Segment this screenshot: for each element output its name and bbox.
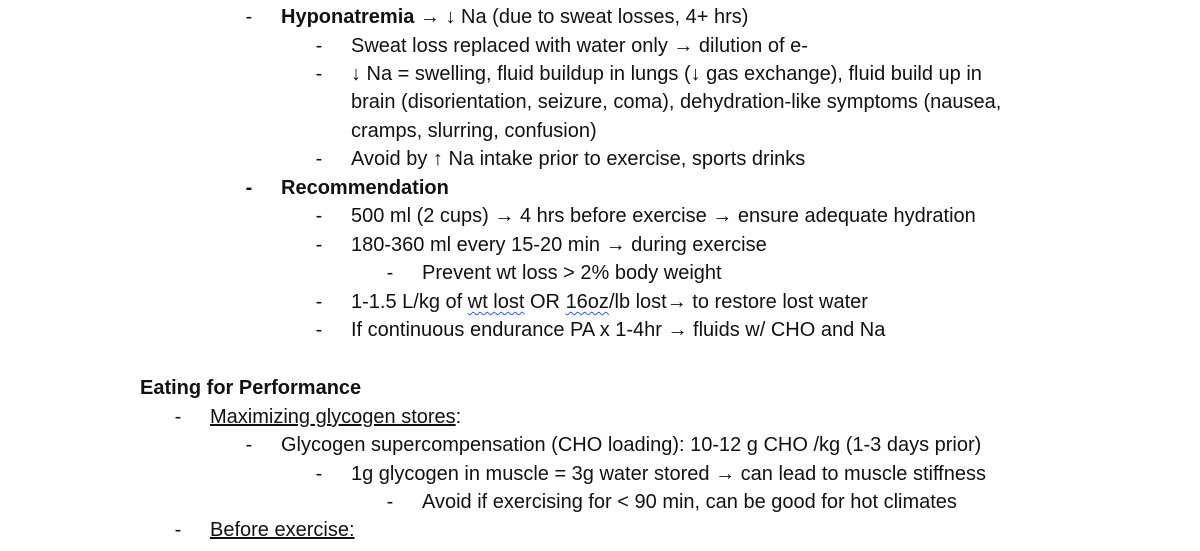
bullet-dash: - (245, 6, 253, 28)
subheading-underlined: Before exercise: (210, 519, 355, 541)
list-text: Glycogen supercompensation (CHO loading): 10-12 g CHO /kg (1-3 days prior) (281, 434, 982, 456)
bullet-dash: - (315, 205, 323, 227)
list-text: 1g glycogen in muscle = 3g water stored → can lead to muscle stiffness (351, 463, 986, 485)
spellcheck-flagged-text[interactable]: 16oz (565, 291, 609, 313)
list-text: cramps, slurring, confusion) (351, 120, 597, 142)
bullet-dash: - (315, 291, 323, 313)
bullet-dash: - (245, 177, 253, 199)
hyponatremia-text: → ↓ Na (due to sweat losses, 4+ hrs) (414, 6, 749, 28)
bullet-dash: - (245, 434, 253, 456)
subheading-underlined: Maximizing glycogen stores (210, 406, 456, 428)
colon: : (455, 406, 462, 428)
bullet-dash: - (315, 234, 323, 256)
list-text: 500 ml (2 cups) → 4 hrs before exercise → ensure adequate hydration (351, 205, 976, 227)
bullet-dash: - (386, 491, 394, 513)
bullet-dash: - (174, 519, 182, 541)
list-text: 1-1.5 L/kg of (351, 291, 468, 313)
list-text: brain (disorientation, seizure, coma), dehydration-like symptoms (nausea, (351, 91, 1002, 113)
list-text: Avoid by ↑ Na intake prior to exercise, sports drinks (351, 148, 806, 170)
list-text: Avoid if exercising for < 90 min, can be good for hot climates (422, 491, 957, 513)
bullet-dash: - (315, 63, 323, 85)
section-heading: Eating for Performance (140, 377, 362, 399)
list-text: Prevent wt loss > 2% body weight (422, 262, 722, 284)
recommendation-heading: Recommendation (281, 177, 449, 199)
list-text: OR (524, 291, 566, 313)
list-text: 180-360 ml every 15-20 min → during exercise (351, 234, 767, 256)
bullet-dash: - (315, 35, 323, 57)
bullet-dash: - (315, 148, 323, 170)
list-text: Sweat loss replaced with water only → dilution of e- (351, 35, 808, 57)
list-text: ↓ Na = swelling, fluid buildup in lungs (↓ gas exchange), fluid build up in (351, 63, 982, 85)
bullet-dash: - (315, 463, 323, 485)
bullet-dash: - (174, 406, 182, 428)
list-text: If continuous endurance PA x 1-4hr → fluids w/ CHO and Na (351, 319, 886, 341)
bullet-dash: - (386, 262, 394, 284)
bullet-dash: - (315, 319, 323, 341)
hyponatremia-heading: Hyponatremia (281, 6, 415, 28)
list-text: /lb lost→ to restore lost water (608, 291, 868, 313)
spellcheck-flagged-text[interactable]: wt lost (467, 291, 525, 313)
